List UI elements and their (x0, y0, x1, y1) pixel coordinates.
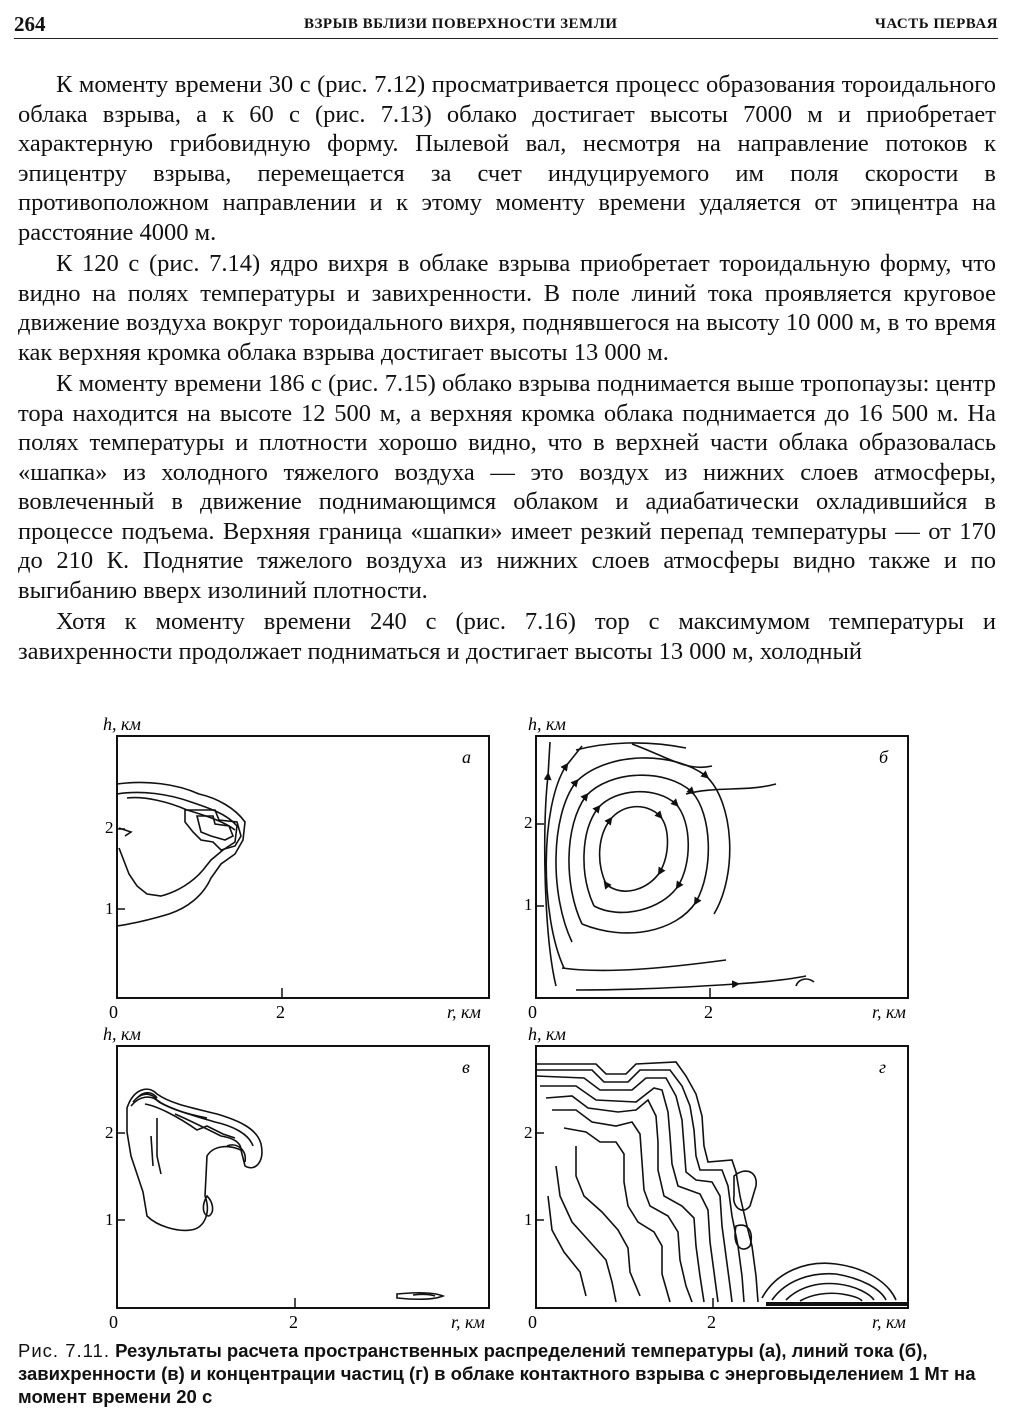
y-axis-label: h, км (528, 714, 566, 734)
panel-letter: в (462, 1057, 470, 1077)
paragraph: К моменту времени 186 с (рис. 7.15) облако взрыва поднимается выше тропопаузы: центр тора находится на высоте 12 500 м, а верхняя кромка облака поднимается до 16 500 м. На полях температуры и плотности хорошо видно, что в верхней части облака образовалась «шапка» из холодного тяжелого воздуха — это воздух из нижних слоев атмосферы, вовлеченный в движение поднимающимся облаком и адиабатически охладившийся в процессе подъема. Верхняя граница «шапки» имеет резкий перепад температуры — от 170 до 210 К. Поднятие тяжелого воздуха из нижних слоев атмосферы видно также и по выгибанию вверх изолиний плотности. (18, 370, 996, 604)
y-tick-label: 1 (524, 895, 533, 914)
panel-frame (536, 736, 908, 998)
x-axis-label: r, км (451, 1312, 485, 1332)
x-tick-label: 0 (109, 1002, 118, 1022)
paragraph: Хотя к моменту времени 240 с (рис. 7.16) тор с максимумом температуры и завихренности продолжает подниматься и достигает высоты 13 000 м, холодный (18, 608, 996, 665)
panel-frame (117, 736, 489, 998)
running-title: ВЗРЫВ ВБЛИЗИ ПОВЕРХНОСТИ ЗЕМЛИ (304, 16, 618, 32)
x-tick-label: 0 (528, 1312, 537, 1332)
panel-letter: г (879, 1057, 887, 1077)
caption-text: Результаты расчета пространственных распределений температуры (а), линий тока (б), завихренности (в) и концентрации частиц (г) в облаке контактного взрыва с энерговыделением 1 Мт на момент времени 20 с (18, 1340, 976, 1407)
y-axis-label: h, км (103, 1024, 141, 1044)
panel-c (103, 1024, 489, 1332)
panel-d (524, 1024, 908, 1332)
panel-b (524, 714, 908, 1022)
y-tick-label: 1 (105, 899, 114, 918)
panel-letter: а (462, 747, 471, 767)
x-tick-label: 0 (109, 1312, 118, 1332)
body-text (18, 70, 996, 668)
y-tick-label: 2 (105, 818, 114, 837)
paragraph: К моменту времени 30 с (рис. 7.12) просматривается процесс образования тороидального облака взрыва, а к 60 с (рис. 7.13) облако достигает высоты 7000 м и приобретает характерную грибовидную форму. Пылевой вал, несмотря на направление потоков к эпицентру взрыва, перемещается за счет индуцируемого им поля скорости в противоположном направлении и к этому моменту времени удаляется от эпицентра на расстояние 4000 м. (18, 71, 996, 246)
temperature-isolines (117, 782, 245, 926)
x-tick-label: 0 (528, 1002, 537, 1022)
vorticity-isolines (127, 1089, 443, 1299)
x-axis-label: r, км (872, 1002, 906, 1022)
y-tick-label: 2 (105, 1123, 114, 1142)
y-tick-label: 1 (524, 1210, 533, 1229)
caption-label: Рис. 7.11. (18, 1340, 110, 1361)
panel-letter: б (879, 747, 889, 767)
x-axis-label: r, км (447, 1002, 481, 1022)
figure-panels (90, 706, 930, 1336)
panel-frame (536, 1046, 908, 1308)
y-tick-label: 2 (524, 813, 533, 832)
y-axis-label: h, км (103, 714, 141, 734)
x-tick-label: 2 (276, 1002, 285, 1022)
page-number: 264 (14, 12, 46, 36)
figure-caption (18, 1339, 998, 1408)
y-tick-label: 1 (105, 1210, 114, 1229)
paragraph: К 120 с (рис. 7.14) ядро вихря в облаке взрыва приобретает тороидальную форму, что видно на полях температуры и завихренности. В поле линий тока проявляется круговое движение воздуха вокруг тороидального вихря, поднявшегося на высоту 10 000 м, в то время как верхняя кромка облака взрыва достигает высоты 13 000 м. (18, 250, 996, 366)
x-tick-label: 2 (707, 1312, 716, 1332)
streamlines (545, 742, 814, 990)
concentration-isolines (536, 1062, 908, 1304)
panel-a (103, 714, 489, 1022)
x-axis-label: r, км (872, 1312, 906, 1332)
x-tick-label: 2 (704, 1002, 713, 1022)
y-axis-label: h, км (528, 1024, 566, 1044)
part-label: ЧАСТЬ ПЕРВАЯ (874, 16, 998, 32)
x-tick-label: 2 (289, 1312, 298, 1332)
panel-frame (117, 1046, 489, 1308)
figure-7-11 (90, 706, 930, 1336)
page-header (14, 8, 998, 39)
y-tick-label: 2 (524, 1123, 533, 1142)
